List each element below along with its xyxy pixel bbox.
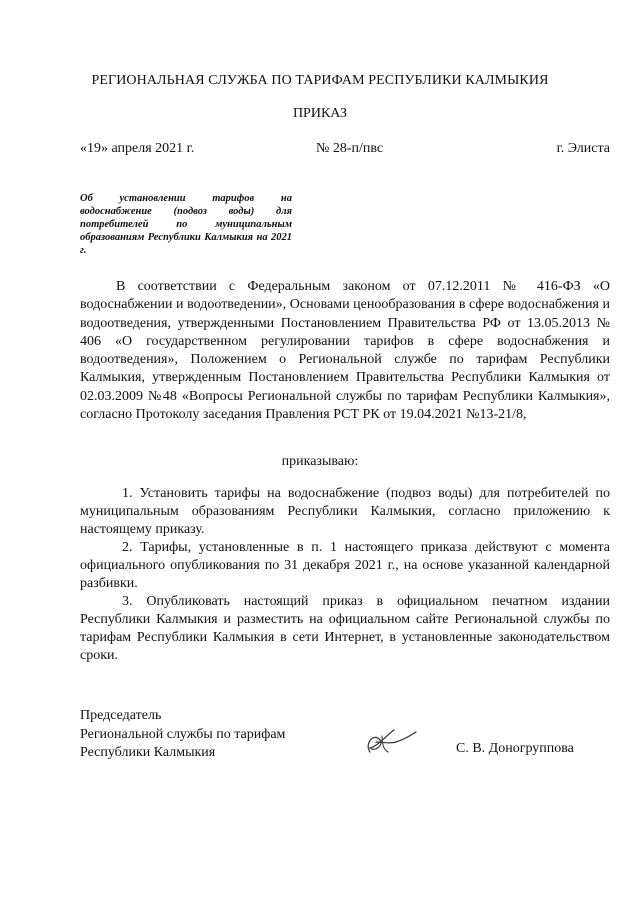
order-item-1: 1. Установить тарифы на водоснабжение (подвоз воды) для потребителей по муниципальным образованиям Республики Калмыкия, согласно приложению к настоящему приказу.	[80, 486, 610, 537]
signatory-position-line: Председатель	[80, 708, 162, 723]
order-items	[80, 485, 610, 665]
order-item-3: 3. Опубликовать настоящий приказ в официальном печатном издании Республики Калмыкия и разместить на официальном сайте Региональной службы по тарифам Республики Калмыкия в сети Интернет, в установленные законодательством сроки.	[80, 594, 610, 663]
order-city: г. Элиста	[556, 141, 610, 156]
signatory-position-line: Республики Калмыкия	[80, 745, 216, 760]
signatory-name: С. В. Доногруппова	[456, 741, 574, 756]
document-type-title: ПРИКАЗ	[292, 106, 348, 121]
signatory-position	[80, 707, 340, 763]
order-word: приказываю:	[281, 454, 359, 469]
order-number: № 28-п/пвс	[316, 141, 384, 156]
handwritten-signature	[360, 722, 420, 762]
preamble-paragraph: В соответствии с Федеральным законом от 07.12.2011 № 416-ФЗ «О водоснабжении и водоотведении», Основами ценообразования в сфере водоснабжения и водоотведения, утвержденными Постановлением Правительства РФ от 13.05.2013 № 406 «О государственном регулировании тарифов в сфере водоснабжения и водоотведения», Положением о Региональной службе по тарифам Республики Калмыкия, утвержденным Постановлением Правительства Республики Калмыкия от 02.03.2009 №48 «Вопросы Региональной службы по тарифам Республики Калмыкия», согласно Протоколу заседания Правления РСТ РК от 19.04.2021 №13-21/8,	[80, 279, 610, 423]
agency-title: РЕГИОНАЛЬНАЯ СЛУЖБА ПО ТАРИФАМ РЕСПУБЛИКИ КАЛМЫКИЯ	[91, 73, 549, 88]
order-date: «19» апреля 2021 г.	[80, 141, 195, 156]
signatory-position-line: Региональной службы по тарифам	[80, 726, 286, 742]
order-item-2: 2. Тарифы, установленные в п. 1 настоящего приказа действуют с момента официального опубликования по 31 декабря 2021 г., на основе указанной календарной разбивки.	[80, 540, 610, 591]
order-subject: Об установлении тарифов на водоснабжение (подвоз воды) для потребителей по муниципальным образованиям Республики Калмыкия на 2021 г.	[80, 193, 292, 256]
order-meta-row	[80, 141, 610, 161]
